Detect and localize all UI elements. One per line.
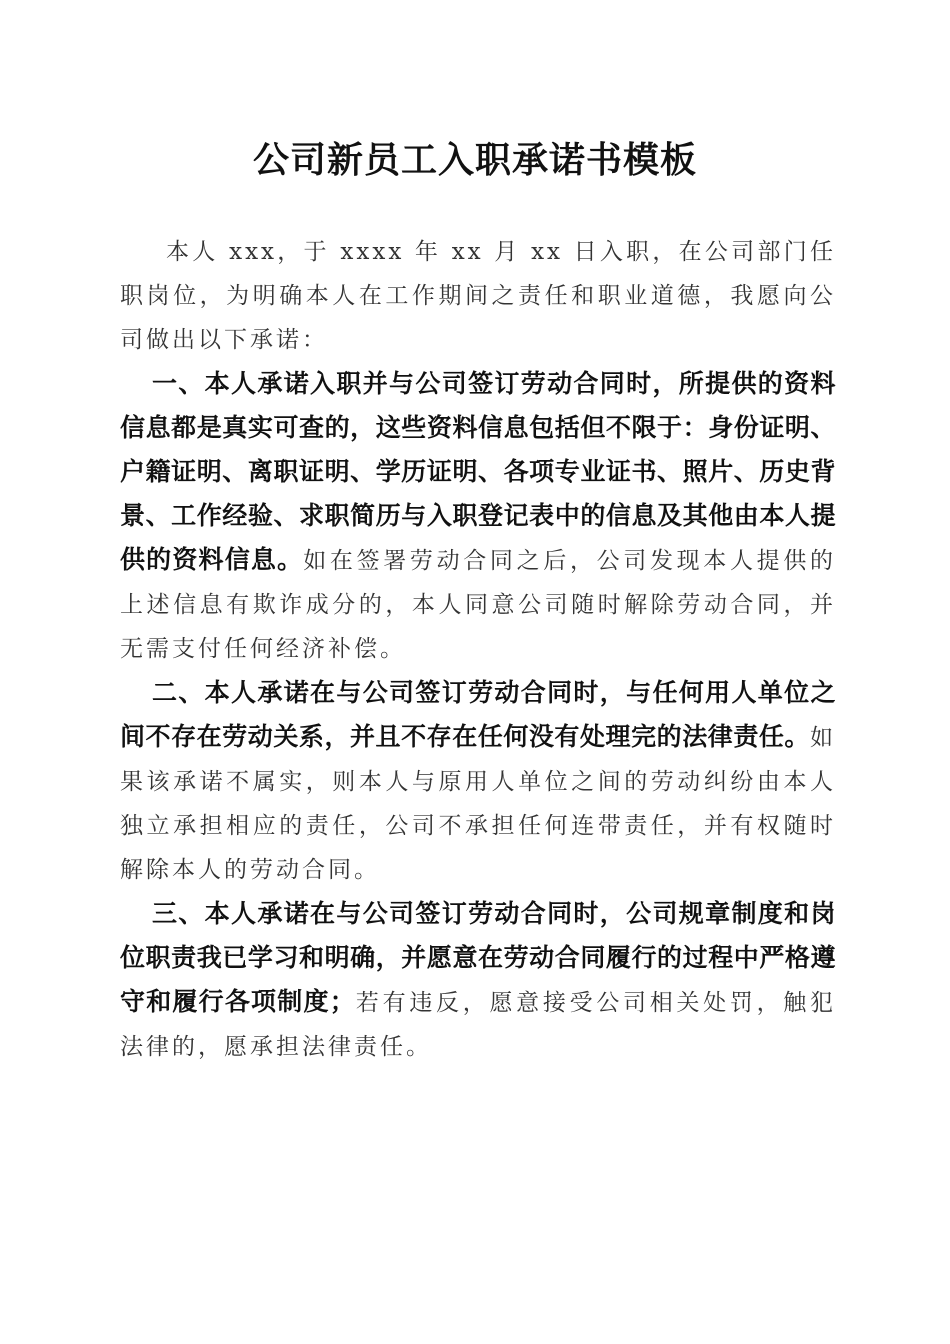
clause-1-bold-text: 一、本人承诺入职并与公司签订劳动合同时，所提供的资料信息都是真实可查的，这些资料信息包括但不限于：身份证明、户籍证明、离职证明、学历证明、各项专业证书、照片、历史背景、工作经验、求职简历与入职登记表中的信息及其他由本人提供的资料信息。 — [120, 369, 836, 574]
clause-paragraph-2 — [120, 671, 836, 892]
clause-2-bold-text: 二、本人承诺在与公司签订劳动合同时，与任何用人单位之间不存在劳动关系，并且不存在任何没有处理完的法律责任。 — [120, 678, 836, 751]
clause-3-normal-text: 若有违反，愿意接受公司相关处罚，触犯法律的，愿承担法律责任。 — [120, 990, 836, 1060]
clause-paragraph-1 — [120, 362, 836, 671]
document-title: 公司新员工入职承诺书模板 — [252, 139, 697, 181]
intro-paragraph: 本人 xxx，于 xxxx 年 xx 月 xx 日入职，在公司部门任职岗位，为明确本人在工作期间之责任和职业道德，我愿向公司做出以下承诺： — [120, 239, 836, 353]
clause-3-bold-text: 三、本人承诺在与公司签订劳动合同时，公司规章制度和岗位职责我已学习和明确，并愿意在劳动合同履行的过程中严格遵守和履行各项制度； — [120, 899, 836, 1016]
clause-paragraph-3 — [120, 892, 836, 1069]
clause-2-normal-text: 如果该承诺不属实，则本人与原用人单位之间的劳动纠纷由本人独立承担相应的责任，公司不承担任何连带责任，并有权随时解除本人的劳动合同。 — [120, 725, 836, 883]
document-body — [120, 230, 836, 1069]
clause-1-normal-text: 如在签署劳动合同之后，公司发现本人提供的上述信息有欺诈成分的，本人同意公司随时解除劳动合同，并无需支付任何经济补偿。 — [120, 548, 836, 662]
